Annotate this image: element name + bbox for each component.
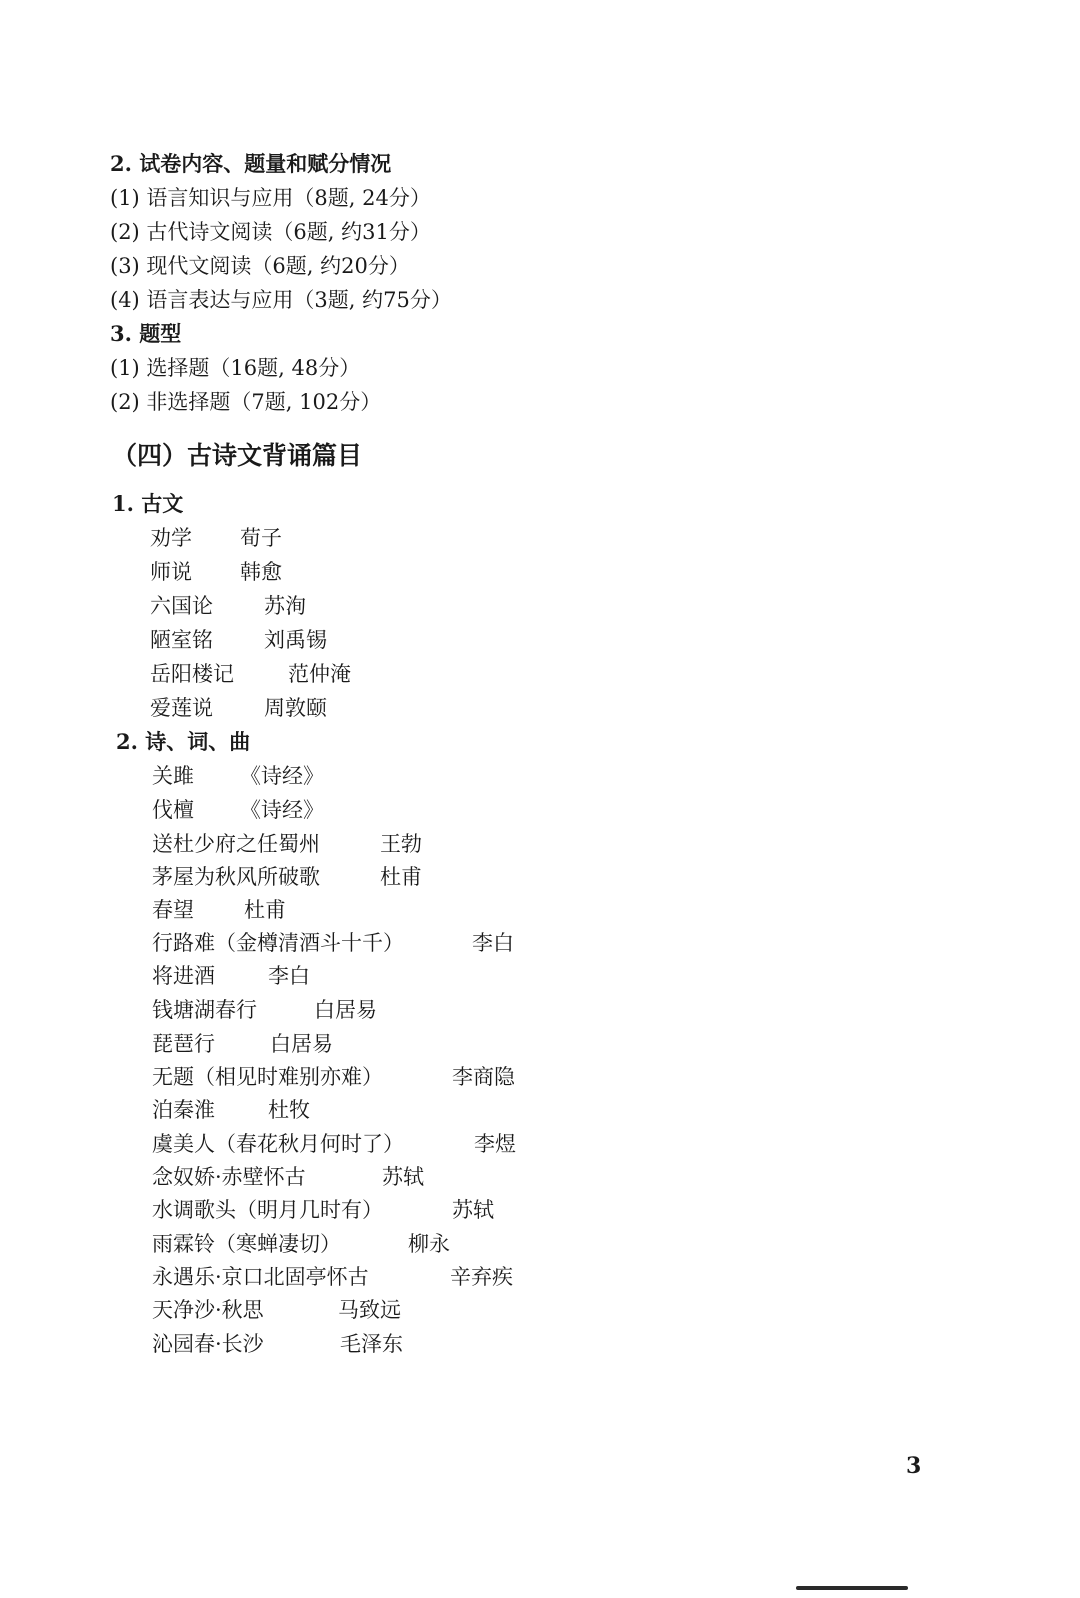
work-title: 行路难（金樽清酒斗十千） (152, 931, 404, 955)
work-author: 范仲淹 (288, 662, 351, 686)
work-title: 永遇乐·京口北固亭怀古 (152, 1265, 369, 1289)
prose-heading: 1. 古文 (112, 491, 184, 516)
work-author: 李商隐 (452, 1065, 515, 1089)
work-title: 师说 (150, 560, 192, 584)
work-author: 刘禹锡 (264, 628, 327, 652)
work-author: 杜甫 (380, 865, 422, 889)
work-title: 岳阳楼记 (150, 662, 234, 686)
section-3-item: (2) 非选择题（7题, 102分） (110, 390, 382, 414)
work-title: 关雎 (152, 764, 194, 788)
work-title: 泊秦淮 (152, 1098, 215, 1122)
work-title: 伐檀 (152, 798, 194, 822)
work-author: 辛弃疾 (450, 1265, 513, 1289)
work-author: 白居易 (270, 1032, 333, 1056)
work-title: 将进酒 (152, 964, 215, 988)
work-title: 无题（相见时难别亦难） (152, 1065, 383, 1089)
work-author: 《诗经》 (240, 764, 324, 788)
section-2-item: (2) 古代诗文阅读（6题, 约31分） (110, 220, 431, 244)
work-author: 周敦颐 (264, 696, 327, 720)
part-4-title: （四）古诗文背诵篇目 (112, 441, 363, 470)
work-author: 《诗经》 (240, 798, 324, 822)
work-title: 茅屋为秋风所破歌 (152, 865, 320, 889)
work-author: 李白 (472, 931, 514, 955)
section-3-heading: 3. 题型 (110, 321, 182, 346)
scan-edge-mark (796, 1586, 908, 1590)
work-author: 白居易 (314, 998, 377, 1022)
work-author: 苏轼 (452, 1198, 494, 1222)
work-author: 荀子 (240, 526, 282, 550)
work-author: 李白 (268, 964, 310, 988)
work-title: 沁园春·长沙 (152, 1332, 264, 1356)
work-author: 苏轼 (382, 1165, 424, 1189)
work-author: 韩愈 (240, 560, 282, 584)
work-author: 杜牧 (268, 1098, 310, 1122)
work-title: 天净沙·秋思 (152, 1298, 264, 1322)
work-title: 爱莲说 (150, 696, 213, 720)
section-2-item: (3) 现代文阅读（6题, 约20分） (110, 254, 410, 278)
section-3-item: (1) 选择题（16题, 48分） (110, 356, 361, 380)
work-title: 六国论 (150, 594, 213, 618)
section-2-item: (4) 语言表达与应用（3题, 约75分） (110, 288, 452, 312)
work-title: 陋室铭 (150, 628, 213, 652)
work-title: 雨霖铃（寒蝉凄切） (152, 1232, 341, 1256)
work-author: 王勃 (380, 832, 422, 856)
work-author: 柳永 (408, 1232, 450, 1256)
work-author: 李煜 (474, 1132, 516, 1156)
work-author: 杜甫 (244, 898, 286, 922)
work-title: 琵琶行 (152, 1032, 215, 1056)
section-2-item: (1) 语言知识与应用（8题, 24分） (110, 186, 431, 210)
work-title: 钱塘湖春行 (152, 998, 257, 1022)
page-number: 3 (906, 1453, 922, 1479)
work-title: 春望 (152, 898, 194, 922)
section-2-heading: 2. 试卷内容、题量和赋分情况 (110, 151, 392, 176)
poetry-heading: 2. 诗、词、曲 (116, 729, 251, 754)
work-title: 水调歌头（明月几时有） (152, 1198, 383, 1222)
work-title: 虞美人（春花秋月何时了） (152, 1132, 404, 1156)
work-author: 毛泽东 (340, 1332, 403, 1356)
work-title: 送杜少府之任蜀州 (152, 832, 320, 856)
work-author: 马致远 (338, 1298, 401, 1322)
work-author: 苏洵 (264, 594, 306, 618)
work-title: 劝学 (150, 526, 192, 550)
work-title: 念奴娇·赤壁怀古 (152, 1165, 306, 1189)
